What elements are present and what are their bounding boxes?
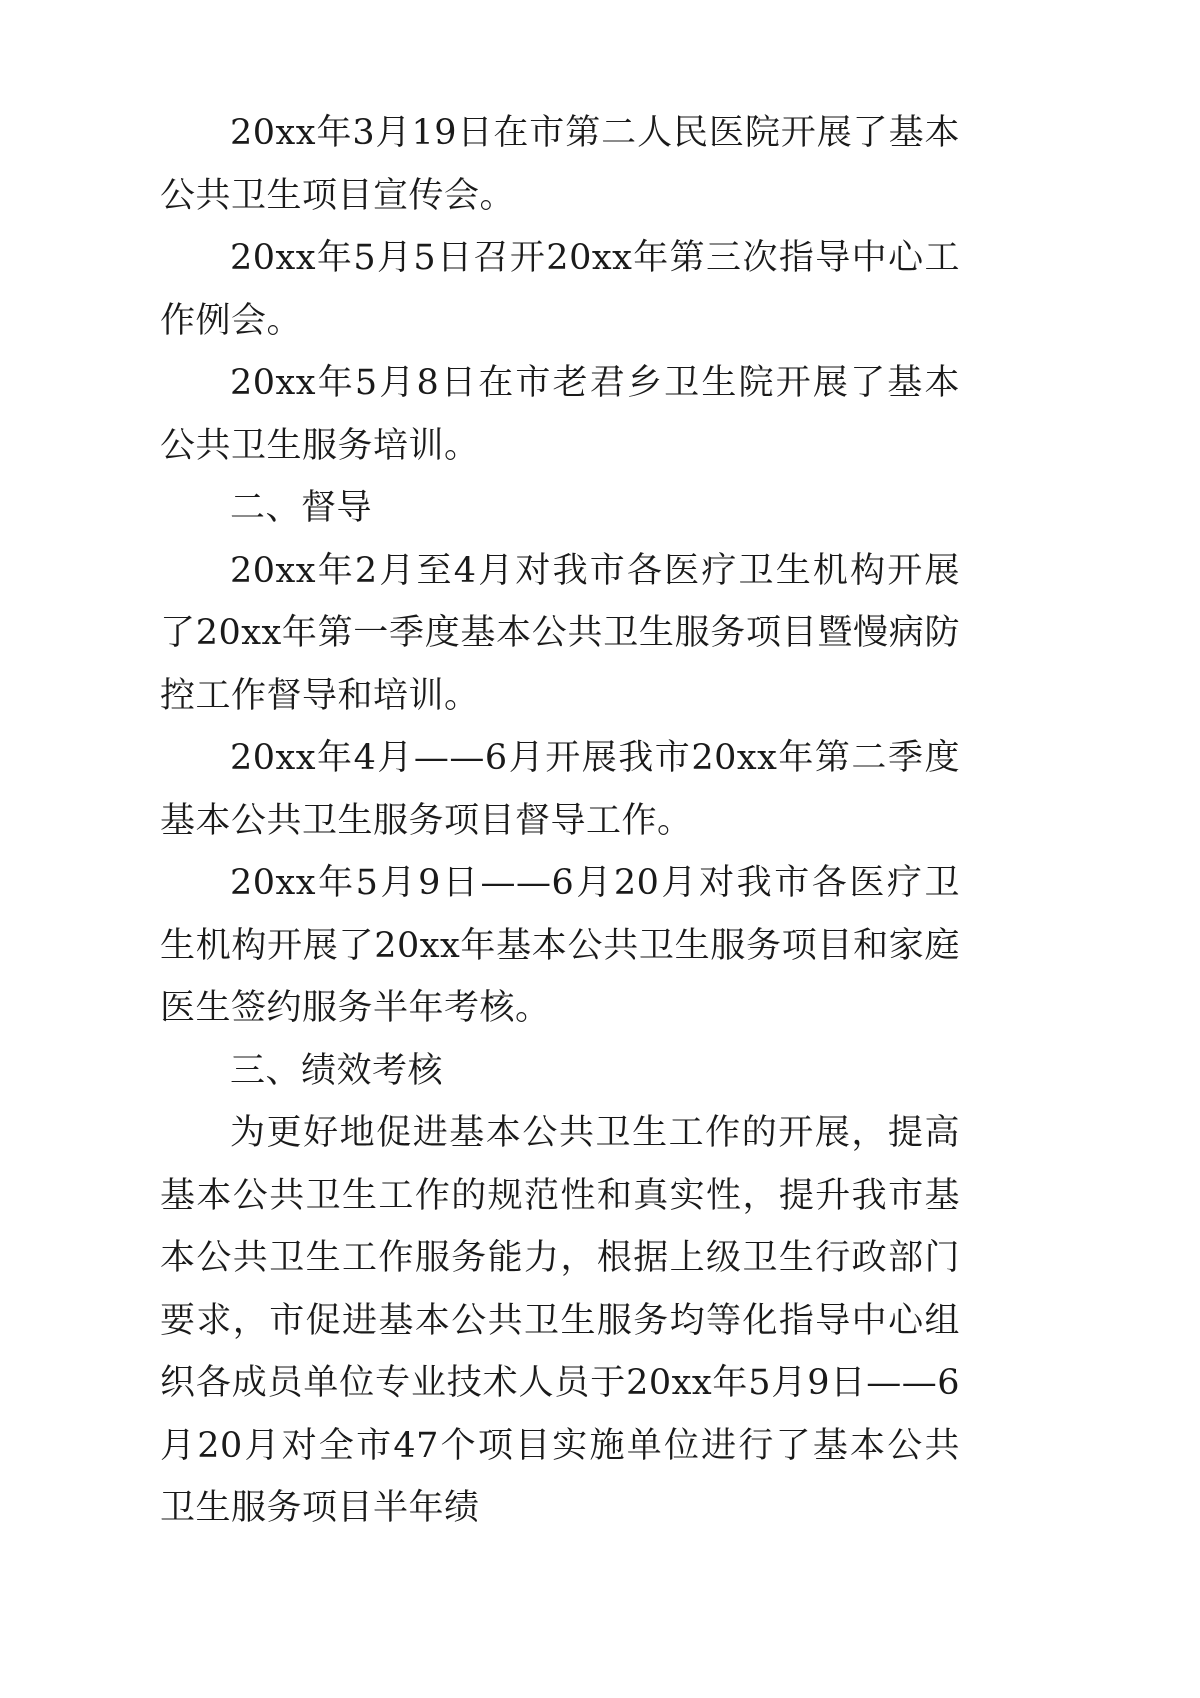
paragraph-half-year-assessment: 20xx年5月9日——6月20月对我市各医疗卫生机构开展了20xx年基本公共卫生服务项目和家庭医生签约服务半年考核。: [160, 863, 960, 1028]
paragraph-work-meeting: 20xx年5月5日召开20xx年第三次指导中心工作例会。: [160, 238, 960, 341]
paragraph-service-training: 20xx年5月8日在市老君乡卫生院开展了基本公共卫生服务培训。: [160, 363, 960, 466]
document-body: [160, 102, 960, 1540]
section-heading-supervision: 二、督导: [230, 488, 373, 528]
paragraph-performance-assessment: 为更好地促进基本公共卫生工作的开展，提高基本公共卫生工作的规范性和真实性，提升我市基本公共卫生工作服务能力，根据上级卫生行政部门要求，市促进基本公共卫生服务均等化指导中心组织各成员单位专业技术人员于20xx年5月9日——6月20月对全市47个项目实施单位进行了基本公共卫生服务项目半年绩: [160, 1113, 960, 1528]
paragraph-publicity-meeting: 20xx年3月19日在市第二人民医院开展了基本公共卫生项目宣传会。: [160, 113, 960, 216]
section-heading-performance: 三、绩效考核: [230, 1050, 444, 1091]
paragraph-q2-supervision: 20xx年4月——6月开展我市20xx年第二季度基本公共卫生服务项目督导工作。: [160, 738, 960, 841]
paragraph-q1-supervision: 20xx年2月至4月对我市各医疗卫生机构开展了20xx年第一季度基本公共卫生服务项目暨慢病防控工作督导和培训。: [160, 550, 960, 716]
